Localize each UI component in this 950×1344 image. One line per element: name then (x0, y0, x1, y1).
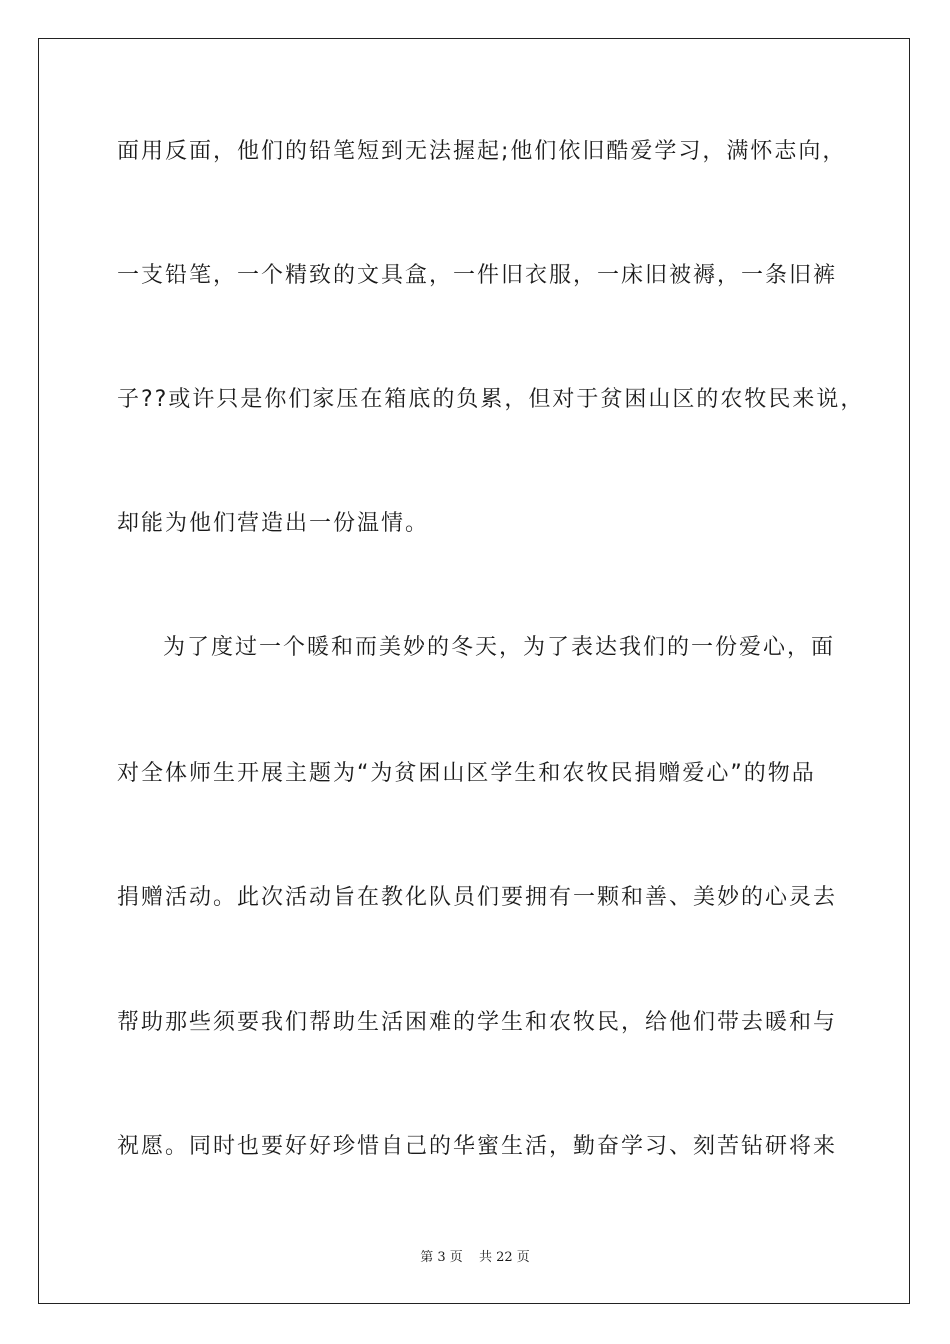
body-text-line: 却能为他们营造出一份温情。 (117, 511, 430, 536)
body-text-line: 面用反面，他们的铅笔短到无法握起;他们依旧酷爱学习，满怀志向， (117, 139, 847, 164)
page-footer (0, 1246, 950, 1265)
body-text-line: 子??或许只是你们家压在箱底的负累，但对于贫困山区的农牧民来说， (117, 387, 865, 412)
body-text-line: 一支铅笔，一个精致的文具盒，一件旧衣服，一床旧被褥，一条旧裤 (117, 263, 838, 288)
page-number: 第 3 页 (420, 1250, 463, 1265)
body-text-line: 捐赠活动。此次活动旨在教化队员们要拥有一颗和善、美妙的心灵去 (117, 885, 838, 910)
body-text-line: 帮助那些须要我们帮助生活困难的学生和农牧民，给他们带去暖和与 (117, 1010, 838, 1035)
body-text-line: 对全体师生开展主题为“为贫困山区学生和农牧民捐赠爱心”的物品 (117, 761, 816, 786)
body-text-line: 祝愿。同时也要好好珍惜自己的华蜜生活，勤奋学习、刻苦钻研将来 (117, 1134, 838, 1159)
page-border (38, 38, 910, 1304)
page-total: 共 22 页 (478, 1250, 530, 1265)
body-text-line: 为了度过一个暖和而美妙的冬天，为了表达我们的一份爱心，面 (163, 635, 836, 660)
